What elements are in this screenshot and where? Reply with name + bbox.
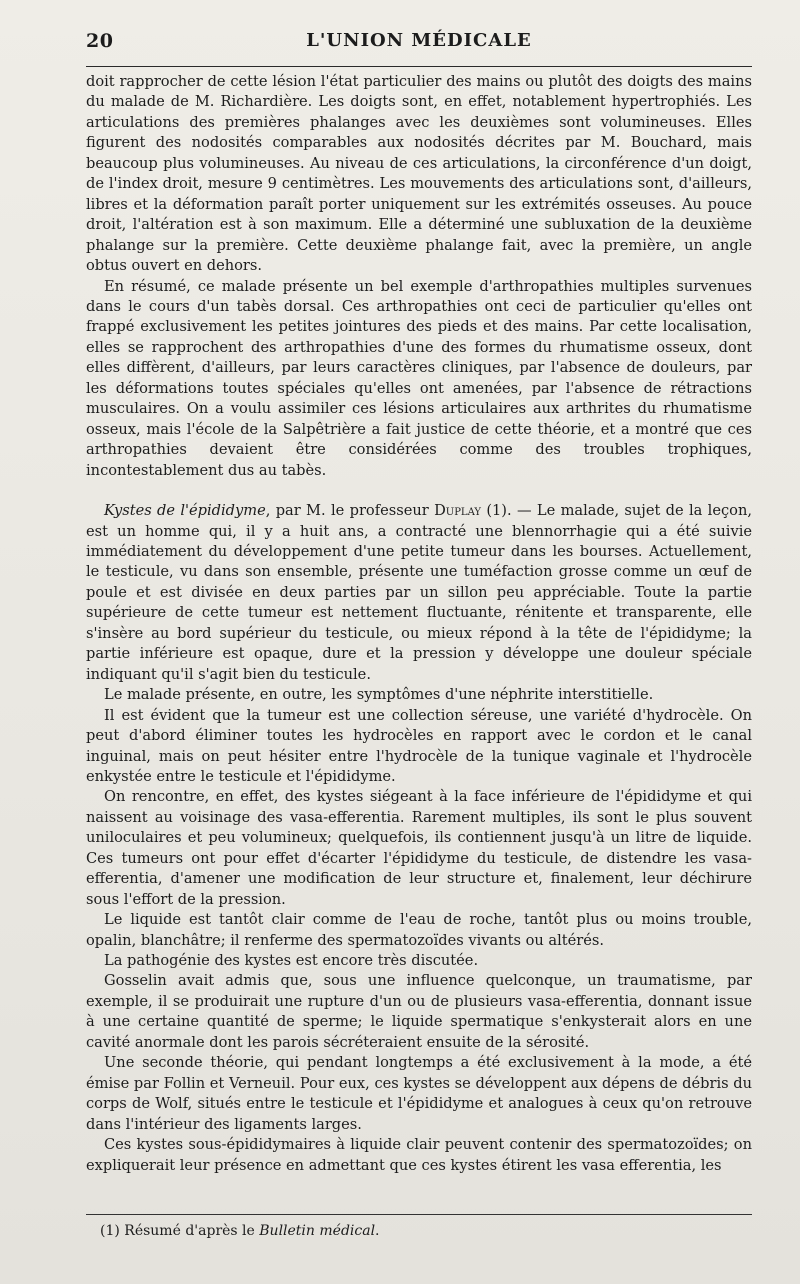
section-lead-text: (1). — Le malade, sujet de la leçon, est un homme qui, il y a huit ans, a contracté une blennorrhagie qui a été suivie immédiatement du développement d'une petite tumeur dans les bourses. Actuellement, le testicule, vu dans son ensemble, présente une tuméfaction grosse comme un œuf de poule et est divisée en deux parties par un sillon peu appréciable. Toute la partie supérieure de cette tumeur est nettement fluctuante, rénitente et transparente, elle s'insère au bord supérieur du testicule, ou mieux répond à la tête de l'épididyme; la partie inférieure est opaque, dure et la pression y développe une douleur spéciale indiquant qu'il s'agit bien du testicule. [86,502,752,683]
section-title: Kystes de l'épididyme [104,502,266,520]
header-rule [86,66,752,67]
paragraph: En résumé, ce malade présente un bel exemple d'arthropathies multiples survenues dans le cours d'un tabès dorsal. Ces arthropathies ont ceci de particulier qu'elles ont frappé exclusivement les petites jointures des pieds et des mains. Par cette localisation, elles se rapprochent des arthropathies d'une des formes du rhumatisme osseux, dont elles diffèrent, d'ailleurs, par leurs caractères cliniques, par l'absence de douleurs, par les déformations toutes spéciales qu'elles ont amenées, par l'absence de rétractions musculaires. On a voulu assimiler ces lésions articulaires aux arthrites du rhumatisme osseux, mais l'école de la Salpêtrière a fait justice de cette théorie, et a montré que ces arthropathies devaient être considérées comme des troubles trophiques, incontestablement dus au tabès. [86,277,752,479]
page-header [86,30,752,62]
footnote-rule [86,1214,752,1215]
section-lead-paragraph [86,501,752,685]
paragraph: Le malade présente, en outre, les symptômes d'une néphrite interstitielle. [104,686,654,704]
footnote-prefix: (1) Résumé d'après le [100,1223,260,1239]
author-name: Duplay [434,502,481,520]
paragraph: Gosselin avait admis que, sous une influence quelconque, un traumatisme, par exemple, il se produirait une rupture d'un ou de plusieurs vasa-efferentia, donnant issue à une certaine quantité de sperme; le liquide spermatique s'enkysterait alors en une cavité anormale dont les parois sécréteraient ensuite de la sérosité. [86,972,752,1051]
footnote-suffix: . [375,1223,380,1239]
footnote [100,1222,740,1240]
paragraph: On rencontre, en effet, des kystes siégeant à la face inférieure de l'épididyme et qui naissent au voisinage des vasa-efferentia. Rarement multiples, ils sont le plus souvent uniloculaires et peu volumineux; quelquefois, ils contiennent jusqu'à un litre de liquide. Ces tumeurs ont pour effet d'écarter l'épididyme du testicule, de distendre les vasa-efferentia, d'amener une modification de leur structure et, finalement, leur déchirure sous l'effort de la pression. [86,788,752,908]
paragraph: Une seconde théorie, qui pendant longtemps a été exclusivement à la mode, a été émise par Follin et Verneuil. Pour eux, ces kystes se développent aux dépens de débris du corps de Wolf, situés entre le testicule et l'épididyme et analogues à ceux qu'on retrouve dans l'intérieur des ligaments larges. [86,1054,752,1133]
footnote-source: Bulletin médical [259,1223,376,1239]
journal-title: L'UNION MÉDICALE [306,30,532,51]
page-number: 20 [86,30,114,52]
paragraph: doit rapprocher de cette lésion l'état particulier des mains ou plutôt des doigts des mains du malade de M. Richardière. Les doigts sont, en effet, notablement hypertrophiés. Les articulations des premières phalanges avec les deuxièmes sont volumineuses. Elles figurent des nodosités comparables aux nodosités décrites par M. Bouchard, mais beaucoup plus volumineuses. Au niveau de ces articulations, la circonférence d'un doigt, de l'index droit, mesure 9 centimètres. Les mouvements des articulations sont, d'ailleurs, libres et la déformation paraît porter uniquement sur les extrémités osseuses. Au pouce droit, l'altération est à son maximum. Elle a déterminé une subluxation de la deuxième phalange sur la première. Cette deuxième phalange fait, avec la première, un angle obtus ouvert en dehors. [86,73,752,275]
body-text [86,72,752,1176]
paragraph: La pathogénie des kystes est encore très discutée. [104,952,479,970]
paragraph: Il est évident que la tumeur est une collection séreuse, une variété d'hydrocèle. On peut d'abord éliminer toutes les hydrocèles en rapport avec le cordon et le canal inguinal, mais on peut hésiter entre l'hydrocèle de la tunique vaginale et l'hydrocèle enkystée entre le testicule et l'épididyme. [86,706,752,785]
paragraph: Le liquide est tantôt clair comme de l'eau de roche, tantôt plus ou moins trouble, opalin, blanchâtre; il renferme des spermatozoïdes vivants ou altérés. [86,911,752,949]
author-prefix: , par M. le professeur [265,502,435,520]
paragraph: Ces kystes sous-épididymaires à liquide clair peuvent contenir des spermatozoïdes; on expliquerait leur présence en admettant que ces kystes étirent les vasa efferentia, les [86,1136,752,1174]
